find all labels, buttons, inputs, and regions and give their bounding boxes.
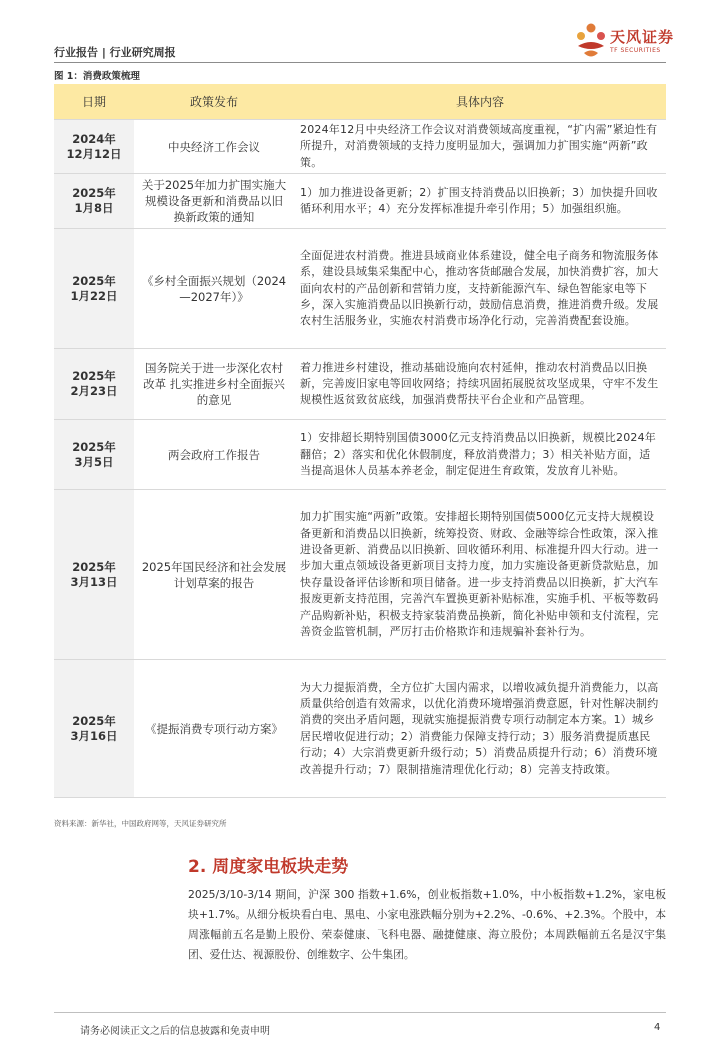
column-header-policy: 政策发布	[134, 84, 294, 120]
row-policy: 2025年国民经济和社会发展计划草案的报告	[134, 490, 294, 660]
row-date: 2024年 12月12日	[54, 120, 134, 174]
section-paragraph: 2025/3/10-3/14 期间，沪深 300 指数+1.6%，创业板指数+1.0%，中小板指数+1.2%，家电板块+1.7%。从细分板块看白电、黑电、小家电涨跌幅分别为+2.2%、-0.6%、+2.3%。个股中，本周涨幅前五名是勤上股份、荣泰健康、飞科电器、融捷健康、海立股份；本周跌幅前五名是汉宇集团、爱仕达、视源股份、创维数字、公牛集团。	[188, 888, 666, 961]
table-row	[54, 490, 666, 660]
row-content: 着力推进乡村建设，推动基础设施向农村延伸，推动农村消费品以旧换新，完善废旧家电等回收网络；持续巩固拓展脱贫攻坚成果，守牢不发生规模性返贫致贫底线，加强消费帮扶平台企业和产品管理。	[294, 349, 666, 420]
row-content: 加力扩围实施“两新”政策。安排超长期特别国债5000亿元支持大规模设备更新和消费品以旧换新，统筹投资、财政、金融等综合性政策，深入推进设备更新、消费品以旧换新、回收循环利用、标准提升四大行动。进一步加大重点领域设备更新项目支持力度，加力实施设备更新贷款贴息，加快存量设备评估诊断和项目储备。进一步支持消费品以旧换新，扩大汽车报废更新支持范围，完善汽车置换更新补贴标准，实施手机、平板等数码产品购新补贴，积极支持家装消费品换新，简化补贴申领和支付流程，完善资金监管机制，严厉打击价格欺诈和违规骗补套补行为。	[294, 490, 666, 660]
row-policy: 中央经济工作会议	[134, 120, 294, 174]
table-row	[54, 174, 666, 229]
column-header-date: 日期	[54, 84, 134, 120]
row-policy: 两会政府工作报告	[134, 420, 294, 490]
row-content: 为大力提振消费，全方位扩大国内需求，以增收减负提升消费能力，以高质量供给创造有效需求，以优化消费环境增强消费意愿，针对性解决制约消费的突出矛盾问题，现就实施提振消费专项行动制定本方案。1）城乡居民增收促进行动；2）消费能力保障支持行动；3）服务消费提质惠民行动；4）大宗消费更新升级行动；5）消费品质提升行动；6）消费环境改善提升行动；7）限制措施清理优化行动；8）完善支持政策。	[294, 660, 666, 798]
table-header-row	[54, 84, 666, 120]
row-content: 全面促进农村消费。推进县域商业体系建设，健全电子商务和物流服务体系，建设县域集采集配中心，推动客货邮融合发展，加快消费扩容，加大面向农村的产品创新和营销力度，支持新能源汽车、绿色智能家电等下乡，深入实施消费品以旧换新行动，鼓励信息消费，推进消费升级。发展农村生活服务业，实施农村消费市场净化行动，完善消费配套设施。	[294, 229, 666, 349]
page-number: 4	[654, 1022, 661, 1033]
column-header-content: 具体内容	[294, 84, 666, 120]
table-row	[54, 420, 666, 490]
row-date: 2025年 3月5日	[54, 420, 134, 490]
footer-divider	[54, 1012, 666, 1013]
row-policy: 关于2025年加力扩围实施大规模设备更新和消费品以旧换新政策的通知	[134, 174, 294, 229]
company-logo	[574, 20, 684, 64]
section-heading: 2. 周度家电板块走势	[188, 857, 349, 877]
row-date: 2025年 1月22日	[54, 229, 134, 349]
logo-name: 天风证券	[610, 28, 675, 46]
row-content: 1）安排超长期特别国债3000亿元支持消费品以旧换新，规模比2024年翻倍；2）落实和优化休假制度，释放消费潜力；3）相关补贴方面，适当提高退休人员基本养老金，制定促进生育政策，发放育儿补贴。	[294, 420, 666, 490]
table-row	[54, 120, 666, 174]
header-divider	[54, 62, 666, 63]
row-date: 2025年 2月23日	[54, 349, 134, 420]
row-date: 2025年 1月8日	[54, 174, 134, 229]
policy-table	[54, 84, 666, 798]
row-content: 2024年12月中央经济工作会议对消费领域高度重视，“扩内需”紧迫性有所提升，对消费领域的支持力度明显加大，强调加力扩围实施“两新”政策。	[294, 120, 666, 174]
row-policy: 《提振消费专项行动方案》	[134, 660, 294, 798]
logo-subtitle: TF SECURITIES	[610, 47, 661, 54]
row-date: 2025年 3月13日	[54, 490, 134, 660]
footer-disclaimer: 请务必阅读正文之后的信息披露和免责申明	[80, 1026, 270, 1037]
report-category: 行业报告 | 行业研究周报	[54, 46, 176, 59]
source-note: 资料来源：新华社，中国政府网等，天风证券研究所	[54, 819, 227, 828]
figure-title: 图 1：消费政策梳理	[54, 71, 140, 82]
row-policy: 国务院关于进一步深化农村改革 扎实推进乡村全面振兴的意见	[134, 349, 294, 420]
table-row	[54, 229, 666, 349]
row-content: 1）加力推进设备更新；2）扩围支持消费品以旧换新；3）加快提升回收循环利用水平；4）充分发挥标准提升牵引作用；5）加强组织施。	[294, 174, 666, 229]
table-row	[54, 660, 666, 798]
row-date: 2025年 3月16日	[54, 660, 134, 798]
row-policy: 《乡村全面振兴规划（2024—2027年）》	[134, 229, 294, 349]
logo-mark-icon	[574, 22, 608, 62]
table-row	[54, 349, 666, 420]
